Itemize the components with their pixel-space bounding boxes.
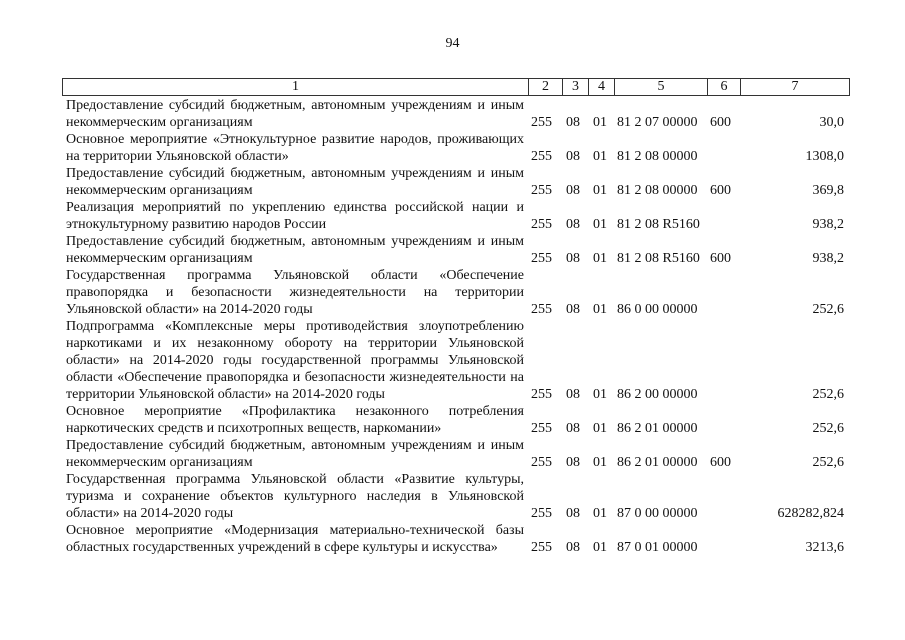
row-description: Предоставление субсидий бюджетным, автономным учреждениям и иным некоммерческим организациям xyxy=(66,166,524,198)
row-col-3: 08 xyxy=(566,217,580,232)
row-codes xyxy=(0,114,905,131)
row-col-4: 01 xyxy=(593,302,607,317)
row-col-7: 3213,6 xyxy=(805,540,844,555)
row-col-7: 369,8 xyxy=(812,183,844,198)
row-col-3: 08 xyxy=(566,251,580,266)
row-description: Предоставление субсидий бюджетным, автономным учреждениям и иным некоммерческим организациям xyxy=(66,234,524,266)
row-col-5: 86 2 01 00000 xyxy=(617,421,698,436)
row-col-5: 81 2 08 R5160 xyxy=(617,217,700,232)
table-row xyxy=(0,97,905,131)
row-col-3: 08 xyxy=(566,506,580,521)
row-col-3: 08 xyxy=(566,183,580,198)
row-codes xyxy=(0,454,905,471)
row-description: Предоставление субсидий бюджетным, автономным учреждениям и иным некоммерческим организациям xyxy=(66,438,524,470)
row-codes xyxy=(0,148,905,165)
table-row xyxy=(0,437,905,471)
row-col-2: 255 xyxy=(531,251,552,266)
table-body xyxy=(0,97,905,556)
row-codes xyxy=(0,216,905,233)
row-col-3: 08 xyxy=(566,540,580,555)
header-col-6: 6 xyxy=(707,78,740,96)
row-col-5: 81 2 08 00000 xyxy=(617,149,698,164)
row-col-6: 600 xyxy=(710,183,731,198)
row-col-7: 1308,0 xyxy=(805,149,844,164)
row-col-2: 255 xyxy=(531,387,552,402)
row-col-3: 08 xyxy=(566,302,580,317)
table-row xyxy=(0,165,905,199)
row-codes xyxy=(0,420,905,437)
row-description: Основное мероприятие «Модернизация материально-технической базы областных государственных учреждений в сфере культуры и искусства» xyxy=(66,523,524,555)
row-col-5: 87 0 01 00000 xyxy=(617,540,698,555)
row-col-5: 86 2 00 00000 xyxy=(617,387,698,402)
table-row xyxy=(0,233,905,267)
row-codes xyxy=(0,539,905,556)
row-col-5: 81 2 08 R5160 xyxy=(617,251,700,266)
row-col-5: 81 2 07 00000 xyxy=(617,115,698,130)
row-col-5: 87 0 00 00000 xyxy=(617,506,698,521)
row-col-3: 08 xyxy=(566,149,580,164)
row-col-7: 938,2 xyxy=(812,251,844,266)
row-col-2: 255 xyxy=(531,302,552,317)
row-description: Государственная программа Ульяновской области «Обеспечение правопорядка и безопасности жизнедеятельности на территории Ульяновской области» на 2014-2020 годы xyxy=(66,268,524,317)
row-codes xyxy=(0,505,905,522)
table-row xyxy=(0,471,905,522)
row-col-2: 255 xyxy=(531,183,552,198)
row-col-7: 252,6 xyxy=(812,302,844,317)
row-col-7: 628282,824 xyxy=(777,506,844,521)
row-col-6: 600 xyxy=(710,251,731,266)
row-col-4: 01 xyxy=(593,421,607,436)
table-row xyxy=(0,318,905,403)
row-codes xyxy=(0,182,905,199)
row-col-5: 86 0 00 00000 xyxy=(617,302,698,317)
row-col-3: 08 xyxy=(566,421,580,436)
row-col-4: 01 xyxy=(593,540,607,555)
row-col-2: 255 xyxy=(531,217,552,232)
table-row xyxy=(0,199,905,233)
row-codes xyxy=(0,250,905,267)
row-col-4: 01 xyxy=(593,506,607,521)
row-description: Реализация мероприятий по укреплению единства российской нации и этнокультурному развитию народов России xyxy=(66,200,524,232)
table-header xyxy=(62,78,850,96)
header-col-3: 3 xyxy=(562,78,588,96)
header-col-4: 4 xyxy=(588,78,614,96)
row-col-6: 600 xyxy=(710,455,731,470)
row-col-4: 01 xyxy=(593,251,607,266)
row-description: Государственная программа Ульяновской области «Развитие культуры, туризма и сохранение объектов культурного наследия в Ульяновской области» на 2014-2020 годы xyxy=(66,472,524,521)
page-number: 94 xyxy=(445,36,460,51)
row-col-4: 01 xyxy=(593,455,607,470)
row-col-5: 86 2 01 00000 xyxy=(617,455,698,470)
row-col-4: 01 xyxy=(593,183,607,198)
row-col-7: 30,0 xyxy=(819,115,844,130)
table-row xyxy=(0,131,905,165)
table-row xyxy=(0,403,905,437)
row-col-7: 252,6 xyxy=(812,455,844,470)
row-codes xyxy=(0,386,905,403)
row-col-3: 08 xyxy=(566,455,580,470)
header-col-5: 5 xyxy=(614,78,707,96)
row-col-2: 255 xyxy=(531,115,552,130)
row-description: Предоставление субсидий бюджетным, автономным учреждениям и иным некоммерческим организациям xyxy=(66,98,524,130)
row-col-2: 255 xyxy=(531,455,552,470)
row-codes xyxy=(0,301,905,318)
row-description: Основное мероприятие «Этнокультурное развитие народов, проживающих на территории Ульяновской области» xyxy=(66,132,524,164)
row-col-6: 600 xyxy=(710,115,731,130)
header-col-7: 7 xyxy=(740,78,850,96)
row-col-4: 01 xyxy=(593,149,607,164)
row-col-2: 255 xyxy=(531,149,552,164)
row-col-3: 08 xyxy=(566,115,580,130)
row-col-7: 938,2 xyxy=(812,217,844,232)
row-col-2: 255 xyxy=(531,506,552,521)
row-col-3: 08 xyxy=(566,387,580,402)
row-col-4: 01 xyxy=(593,115,607,130)
row-col-4: 01 xyxy=(593,387,607,402)
row-col-5: 81 2 08 00000 xyxy=(617,183,698,198)
row-description: Подпрограмма «Комплексные меры противодействия злоупотреблению наркотиками и их незаконному обороту на территории Ульяновской области» на 2014-2020 годы государственной программы Ульяновской области «Обеспечение правопорядка и безопасности жизнедеятельности на территории Ульяновской области» на 2014-2020 годы xyxy=(66,319,524,402)
header-col-1: 1 xyxy=(62,78,528,96)
table-row xyxy=(0,267,905,318)
row-description: Основное мероприятие «Профилактика незаконного потребления наркотических средств и психотропных веществ, наркомании» xyxy=(66,404,524,436)
row-col-7: 252,6 xyxy=(812,387,844,402)
header-col-2: 2 xyxy=(528,78,562,96)
table-row xyxy=(0,522,905,556)
row-col-2: 255 xyxy=(531,540,552,555)
row-col-7: 252,6 xyxy=(812,421,844,436)
row-col-4: 01 xyxy=(593,217,607,232)
row-col-2: 255 xyxy=(531,421,552,436)
